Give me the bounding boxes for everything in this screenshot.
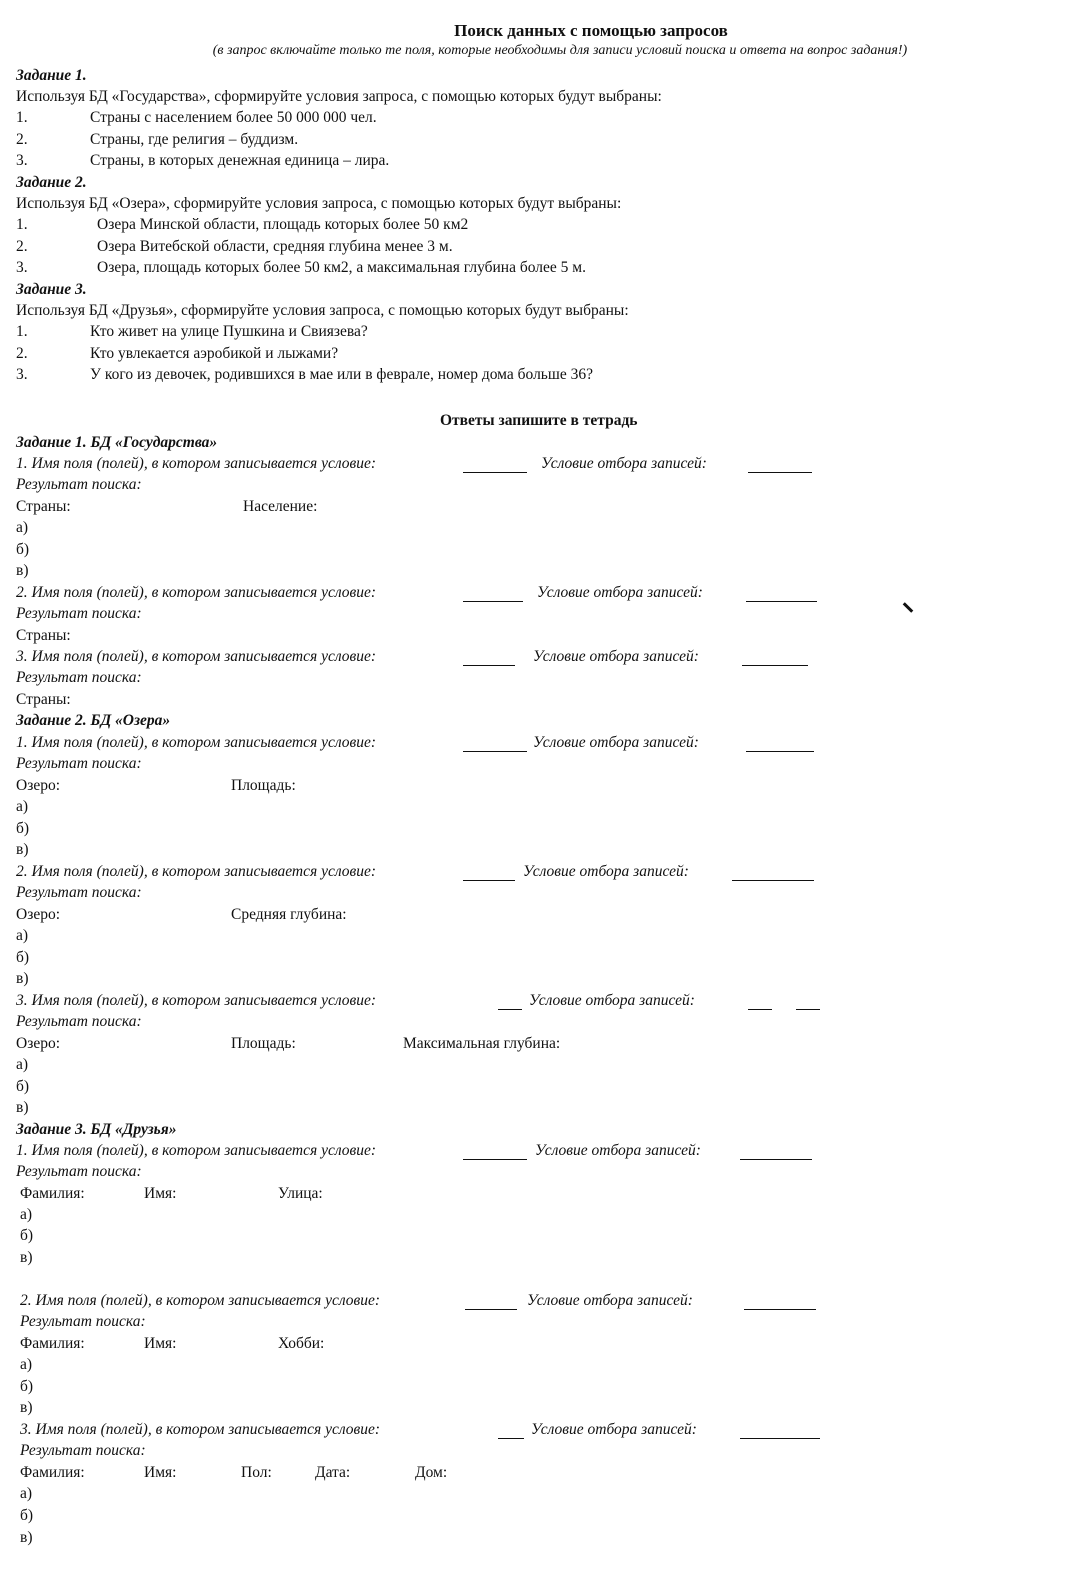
task1-item1-number: 1.	[16, 109, 28, 126]
s3-q2-prompt-line	[20, 1292, 380, 1310]
s2-q3-condition-blank-2[interactable]	[796, 1009, 820, 1010]
answers-section1-heading: Задание 1. БД «Государства»	[16, 434, 218, 451]
task3-item3: У кого из девочек, родившихся в мае или в феврале, номер дома больше 36?	[90, 366, 593, 383]
s2-q1-opt-b: б)	[16, 820, 30, 837]
task1-intro: Используя БД «Государства», сформируйте условия запроса, с помощью которых будут выбраны:	[16, 88, 662, 105]
task2-item1: Озера Минской области, площадь которых более 50 км2	[97, 216, 469, 233]
s2-q2-opt-b: б)	[16, 949, 30, 966]
s3-q3-field-blank[interactable]	[498, 1438, 524, 1439]
s3-q1-condition-blank[interactable]	[740, 1159, 812, 1160]
task2-item1-number: 1.	[16, 216, 28, 233]
s2-q2-number: 2.	[16, 863, 28, 880]
s3-q3-condition-prompt: Условие отбора записей:	[531, 1421, 697, 1438]
s2-q3-field-prompt: Имя поля (полей), в котором записывается условие:	[31, 992, 377, 1009]
s1-q1-condition-blank[interactable]	[748, 472, 812, 473]
s3-q2-number: 2.	[20, 1292, 32, 1309]
s2-q3-condition-prompt: Условие отбора записей:	[529, 992, 695, 1009]
s1-q1-number: 1.	[16, 455, 28, 472]
s2-q1-col-area: Площадь:	[231, 777, 296, 794]
s1-q1-col-countries: Страны:	[16, 498, 71, 515]
s2-q1-field-prompt: Имя поля (полей), в котором записывается условие:	[31, 734, 377, 751]
s3-q1-col-name: Имя:	[144, 1185, 177, 1202]
answers-section3-heading: Задание 3. БД «Друзья»	[16, 1121, 177, 1138]
s3-q3-condition-blank[interactable]	[740, 1438, 820, 1439]
s3-q1-opt-b: б)	[20, 1227, 34, 1244]
s3-q2-result-label: Результат поиска:	[20, 1313, 146, 1330]
s3-q2-field-blank[interactable]	[465, 1309, 517, 1310]
s1-q3-result-label: Результат поиска:	[16, 669, 142, 686]
s2-q2-field-prompt: Имя поля (полей), в котором записывается условие:	[31, 863, 377, 880]
task2-heading: Задание 2.	[16, 174, 87, 191]
s3-q1-field-blank[interactable]	[463, 1159, 527, 1160]
s3-q1-number: 1.	[16, 1142, 28, 1159]
task2-item2: Озера Витебской области, средняя глубина менее 3 м.	[97, 238, 453, 255]
s2-q3-opt-a: а)	[16, 1056, 29, 1073]
s3-q1-col-surname: Фамилия:	[20, 1185, 85, 1202]
s1-q2-field-blank[interactable]	[463, 601, 523, 602]
s1-q1-opt-c: в)	[16, 562, 29, 579]
s3-q3-col-date: Дата:	[315, 1464, 351, 1481]
task3-item2-number: 2.	[16, 345, 28, 362]
task3-item1-number: 1.	[16, 323, 28, 340]
page-title: Поиск данных с помощью запросов	[454, 21, 728, 40]
s1-q1-result-label: Результат поиска:	[16, 476, 142, 493]
task2-item2-number: 2.	[16, 238, 28, 255]
s1-q3-condition-prompt: Условие отбора записей:	[533, 648, 699, 665]
s2-q3-col-max-depth: Максимальная глубина:	[403, 1035, 561, 1052]
s3-q3-number: 3.	[20, 1421, 32, 1438]
task2-intro: Используя БД «Озера», сформируйте условия запроса, с помощью которых будут выбраны:	[16, 195, 622, 212]
s3-q1-col-street: Улица:	[278, 1185, 323, 1202]
s2-q3-opt-c: в)	[16, 1099, 29, 1116]
s2-q2-result-label: Результат поиска:	[16, 884, 142, 901]
s3-q1-prompt-line	[16, 1142, 376, 1160]
s1-q1-opt-b: б)	[16, 541, 30, 558]
s3-q3-field-prompt: Имя поля (полей), в котором записывается условие:	[35, 1421, 381, 1438]
task1-item1: Страны с населением более 50 000 000 чел.	[90, 109, 377, 126]
s2-q1-prompt-line	[16, 734, 376, 752]
s2-q2-col-avg-depth: Средняя глубина:	[231, 906, 347, 923]
s3-q1-opt-c: в)	[20, 1249, 33, 1266]
task3-heading: Задание 3.	[16, 281, 87, 298]
s2-q1-col-lake: Озеро:	[16, 777, 61, 794]
s2-q2-field-blank[interactable]	[463, 880, 515, 881]
s2-q2-col-lake: Озеро:	[16, 906, 61, 923]
s1-q2-condition-prompt: Условие отбора записей:	[537, 584, 703, 601]
s2-q2-opt-a: а)	[16, 927, 29, 944]
s2-q1-condition-blank[interactable]	[746, 751, 814, 752]
s1-q3-col-countries: Страны:	[16, 691, 71, 708]
s3-q2-condition-prompt: Условие отбора записей:	[527, 1292, 693, 1309]
s2-q1-condition-prompt: Условие отбора записей:	[533, 734, 699, 751]
s2-q1-result-label: Результат поиска:	[16, 755, 142, 772]
s3-q1-condition-prompt: Условие отбора записей:	[535, 1142, 701, 1159]
s2-q3-condition-blank-1[interactable]	[748, 1009, 772, 1010]
s1-q2-number: 2.	[16, 584, 28, 601]
s3-q2-opt-c: в)	[20, 1399, 33, 1416]
s2-q2-opt-c: в)	[16, 970, 29, 987]
task1-heading: Задание 1.	[16, 67, 87, 84]
s2-q2-condition-prompt: Условие отбора записей:	[523, 863, 689, 880]
s2-q1-opt-a: а)	[16, 798, 29, 815]
s2-q3-col-area: Площадь:	[231, 1035, 296, 1052]
answers-section2-heading: Задание 2. БД «Озера»	[16, 712, 171, 729]
s2-q3-field-blank[interactable]	[498, 1009, 522, 1010]
s1-q1-field-prompt: Имя поля (полей), в котором записывается условие:	[31, 455, 377, 472]
s2-q1-opt-c: в)	[16, 841, 29, 858]
s1-q1-field-blank[interactable]	[463, 472, 527, 473]
s1-q1-condition-prompt: Условие отбора записей:	[541, 455, 707, 472]
s3-q3-opt-c: в)	[20, 1529, 33, 1546]
s2-q3-result-label: Результат поиска:	[16, 1013, 142, 1030]
s1-q3-prompt-line	[16, 648, 376, 666]
task2-item3-number: 3.	[16, 259, 28, 276]
task1-item3-number: 3.	[16, 152, 28, 169]
s1-q1-opt-a: а)	[16, 519, 29, 536]
task1-item2: Страны, где религия – буддизм.	[90, 131, 299, 148]
s2-q3-opt-b: б)	[16, 1078, 30, 1095]
s3-q3-opt-b: б)	[20, 1507, 34, 1524]
task3-intro: Используя БД «Друзья», сформируйте условия запроса, с помощью которых будут выбраны:	[16, 302, 629, 319]
s3-q3-col-name: Имя:	[144, 1464, 177, 1481]
s2-q1-field-blank[interactable]	[463, 751, 527, 752]
task3-item3-number: 3.	[16, 366, 28, 383]
task3-item2: Кто увлекается аэробикой и лыжами?	[90, 345, 339, 362]
s3-q3-col-gender: Пол:	[241, 1464, 272, 1481]
task1-item3: Страны, в которых денежная единица – лира.	[90, 152, 390, 169]
s3-q1-opt-a: а)	[20, 1206, 33, 1223]
s3-q1-result-label: Результат поиска:	[16, 1163, 142, 1180]
task2-item3: Озера, площадь которых более 50 км2, а максимальная глубина более 5 м.	[97, 259, 586, 276]
s2-q1-number: 1.	[16, 734, 28, 751]
s3-q1-field-prompt: Имя поля (полей), в котором записывается условие:	[31, 1142, 377, 1159]
s3-q3-col-house: Дом:	[415, 1464, 448, 1481]
s1-q1-prompt-line	[16, 455, 376, 473]
s3-q3-prompt-line	[20, 1421, 380, 1439]
task3-item1: Кто живет на улице Пушкина и Свиязева?	[90, 323, 368, 340]
s3-q2-col-hobby: Хобби:	[278, 1335, 325, 1352]
pen-mark	[903, 602, 914, 613]
s3-q3-result-label: Результат поиска:	[20, 1442, 146, 1459]
answers-heading: Ответы запишите в тетрадь	[440, 412, 638, 429]
s1-q3-field-blank[interactable]	[463, 665, 515, 666]
task1-item2-number: 2.	[16, 131, 28, 148]
s3-q2-opt-b: б)	[20, 1378, 34, 1395]
s3-q3-opt-a: а)	[20, 1485, 33, 1502]
s3-q2-condition-blank[interactable]	[744, 1309, 816, 1310]
s1-q3-condition-blank[interactable]	[742, 665, 808, 666]
s3-q2-opt-a: а)	[20, 1356, 33, 1373]
s3-q2-col-name: Имя:	[144, 1335, 177, 1352]
s3-q2-col-surname: Фамилия:	[20, 1335, 85, 1352]
s3-q2-field-prompt: Имя поля (полей), в котором записывается условие:	[35, 1292, 381, 1309]
s2-q2-condition-blank[interactable]	[732, 880, 814, 881]
s1-q3-field-prompt: Имя поля (полей), в котором записывается условие:	[31, 648, 377, 665]
s2-q3-prompt-line	[16, 992, 376, 1010]
s1-q2-col-countries: Страны:	[16, 627, 71, 644]
s3-q3-col-surname: Фамилия:	[20, 1464, 85, 1481]
page-subtitle: (в запрос включайте только те поля, которые необходимы для записи условий поиска и ответа на вопрос задания!)	[212, 43, 908, 58]
s2-q3-col-lake: Озеро:	[16, 1035, 61, 1052]
s1-q2-condition-blank[interactable]	[746, 601, 817, 602]
s1-q2-prompt-line	[16, 584, 376, 602]
s2-q2-prompt-line	[16, 863, 376, 881]
s1-q3-number: 3.	[16, 648, 28, 665]
s1-q2-field-prompt: Имя поля (полей), в котором записывается условие:	[31, 584, 377, 601]
s1-q1-col-population: Население:	[243, 498, 318, 515]
s1-q2-result-label: Результат поиска:	[16, 605, 142, 622]
s2-q3-number: 3.	[16, 992, 28, 1009]
